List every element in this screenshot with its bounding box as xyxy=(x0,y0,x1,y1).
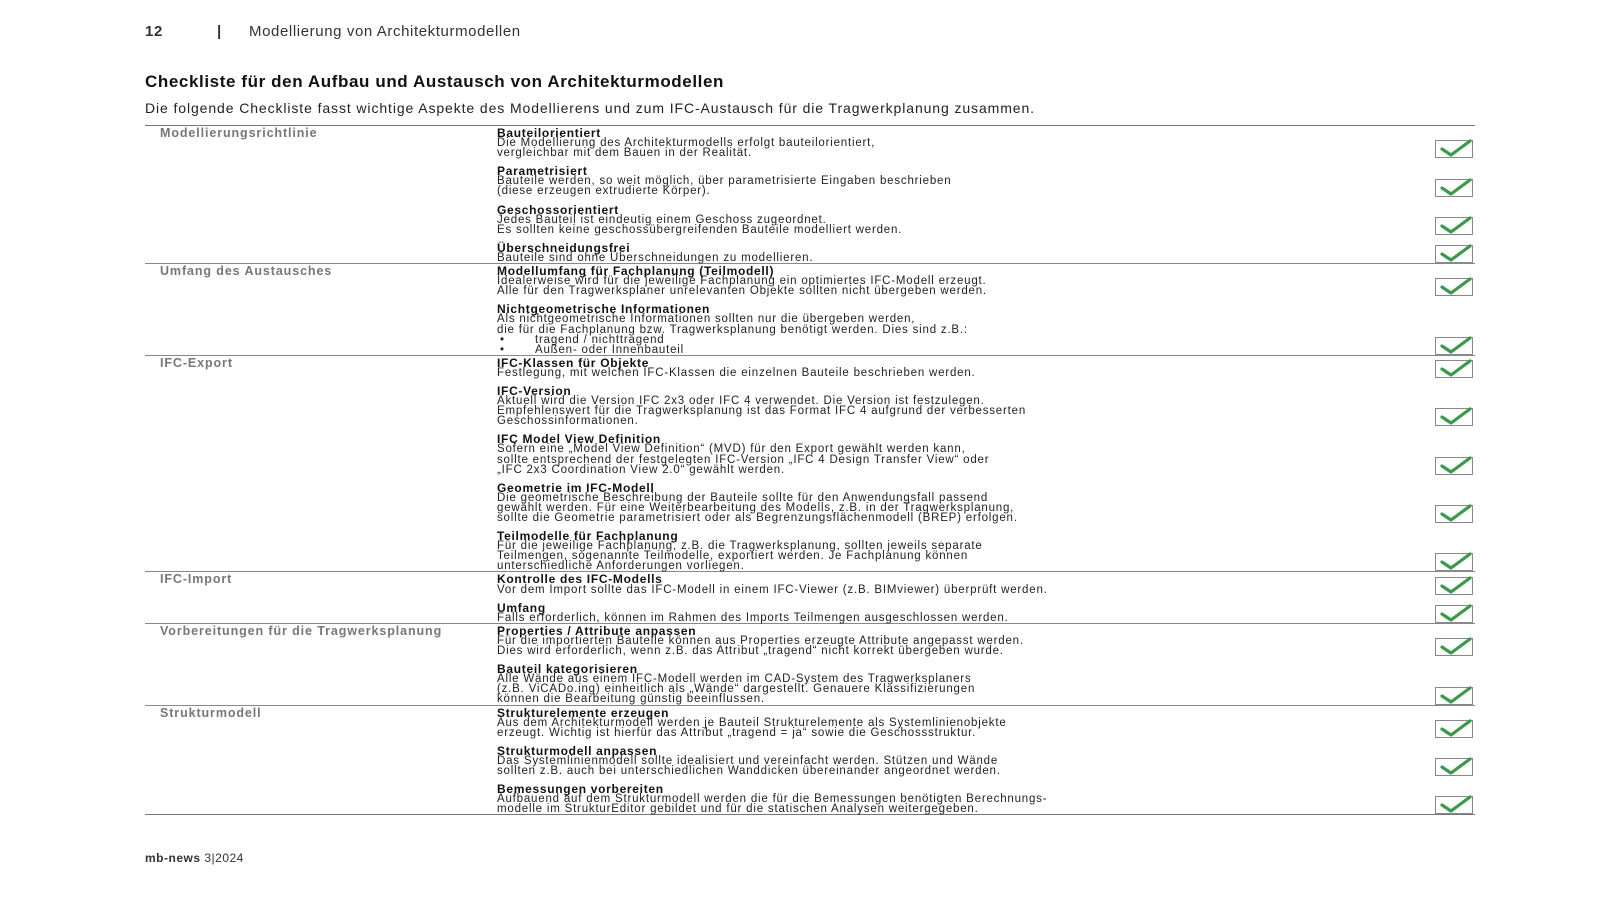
checkbox[interactable] xyxy=(1435,553,1473,571)
checkbox[interactable] xyxy=(1435,245,1473,263)
page-number: 12 xyxy=(145,22,163,40)
checklist-section xyxy=(145,126,1475,263)
check-column xyxy=(1385,164,1475,196)
item-description-line: Alle für den Tragwerksplaner unrelevanten Objekte sollten nicht übergeben werden. xyxy=(497,285,987,298)
item-text xyxy=(497,264,1385,296)
checkbox[interactable] xyxy=(1435,720,1473,738)
item-title: Geometrie im IFC-Modell xyxy=(497,480,655,495)
checkmark-icon xyxy=(1439,718,1473,738)
check-column xyxy=(1385,432,1475,474)
checklist-item xyxy=(497,302,1475,354)
checklist-item xyxy=(497,662,1475,704)
checkbox[interactable] xyxy=(1435,457,1473,475)
item-description-line: Aus dem Architekturmodell werden je Bauteil Strukturelemente als Systemlinienobjekte xyxy=(497,716,1007,729)
item-text xyxy=(497,529,1385,571)
checklist-item xyxy=(497,601,1475,623)
checkmark-icon xyxy=(1439,685,1473,705)
checklist-section xyxy=(145,263,1475,355)
bullet-icon: • xyxy=(500,343,505,356)
item-description-line: Falls erforderlich, können im Rahmen des Imports Teilmengen ausgeschlossen werden. xyxy=(497,611,1009,624)
chapter-title: Modellierung von Architekturmodellen xyxy=(249,22,521,40)
checkbox[interactable] xyxy=(1435,360,1473,378)
section-items xyxy=(497,126,1475,263)
checklist-section xyxy=(145,355,1475,572)
item-text xyxy=(497,302,1385,354)
item-description-line: Empfehlenswert für die Tragwerksplanung ist das Format IFC 4 aufgrund der verbesserten xyxy=(497,405,1027,418)
checkmark-icon xyxy=(1439,335,1473,355)
item-title: Properties / Attribute anpassen xyxy=(497,623,697,638)
item-description-line: (diese erzeugen extrudierte Körper). xyxy=(497,185,711,198)
checkbox[interactable] xyxy=(1435,796,1473,814)
item-text xyxy=(497,706,1385,738)
item-description-line: Geschossinformationen. xyxy=(497,415,639,428)
item-title: IFC-Version xyxy=(497,383,572,398)
item-title: Kontrolle des IFC-Modells xyxy=(497,572,663,587)
item-text xyxy=(497,432,1385,474)
item-description-line: Idealerweise wird für die jeweilige Fachplanung ein optimiertes IFC-Modell erzeugt. xyxy=(497,275,987,288)
checkmark-icon xyxy=(1439,455,1473,475)
item-text xyxy=(497,481,1385,523)
checklist-section xyxy=(145,571,1475,622)
checklist-item xyxy=(497,706,1475,738)
section-items xyxy=(497,356,1475,572)
item-description-line: Für die jeweilige Fachplanung, z.B. die Tragwerksplanung, sollten jeweils separate xyxy=(497,540,983,553)
footer-brand: mb-news xyxy=(145,851,201,865)
item-title: Geschossorientiert xyxy=(497,202,619,217)
item-text xyxy=(497,782,1385,814)
checklist-item xyxy=(497,529,1475,571)
check-column xyxy=(1385,706,1475,738)
item-description-line: Sofern eine „Model View Definition“ (MVD) für den Export gewählt werden kann, xyxy=(497,443,966,456)
item-description-line: unterschiedliche Anforderungen vorliegen. xyxy=(497,560,745,573)
checklist-item xyxy=(497,782,1475,814)
checkmark-icon xyxy=(1439,177,1473,197)
checkbox[interactable] xyxy=(1435,337,1473,355)
check-column xyxy=(1385,302,1475,354)
checkbox[interactable] xyxy=(1435,505,1473,523)
checkmark-icon xyxy=(1439,138,1473,158)
item-description-line: vergleichbar mit dem Bauen in der Realität. xyxy=(497,147,752,160)
item-description-line: Es sollten keine geschossübergreifenden Bauteile modelliert werden. xyxy=(497,223,903,236)
item-description-line: Als nichtgeometrische Informationen sollten nur die übergeben werden, xyxy=(497,313,916,326)
item-title: IFC Model View Definition xyxy=(497,432,661,447)
checkmark-icon xyxy=(1439,243,1473,263)
item-text xyxy=(497,356,1385,378)
item-description-line: können die Bearbeitung günstig beeinflussen. xyxy=(497,693,765,706)
check-column xyxy=(1385,601,1475,623)
checkmark-icon xyxy=(1439,276,1473,296)
checklist-item xyxy=(497,356,1475,378)
section-label: IFC-Export xyxy=(160,355,233,370)
check-column xyxy=(1385,624,1475,656)
checkbox[interactable] xyxy=(1435,605,1473,623)
bullet-icon: • xyxy=(500,333,505,346)
item-description-line: Teilmengen, sogenannte Teilmodelle, exportiert werden. Je Fachplanung können xyxy=(497,550,969,563)
header-separator: | xyxy=(217,22,222,40)
checkmark-icon xyxy=(1439,551,1473,571)
check-column xyxy=(1385,782,1475,814)
checklist-item xyxy=(497,264,1475,296)
item-title: IFC-Klassen für Objekte xyxy=(497,355,650,370)
checkbox[interactable] xyxy=(1435,217,1473,235)
check-column xyxy=(1385,241,1475,263)
checkmark-icon xyxy=(1439,215,1473,235)
check-column xyxy=(1385,481,1475,523)
page-header xyxy=(145,22,521,40)
item-title: Bauteilorientiert xyxy=(497,126,601,140)
checklist-item xyxy=(497,481,1475,523)
checkmark-icon xyxy=(1439,636,1473,656)
item-description-line: Bauteile sind ohne Überschneidungen zu modellieren. xyxy=(497,251,814,264)
item-description-line: sollte entsprechend der festgelegten IFC-Version „IFC 4 Design Transfer View“ oder xyxy=(497,453,990,466)
check-column xyxy=(1385,126,1475,158)
item-title: Umfang xyxy=(497,600,546,615)
item-text xyxy=(497,164,1385,196)
section-label: Umfang des Austausches xyxy=(160,264,333,279)
item-description-line: Alle Wände aus einem IFC-Modell werden im CAD-System des Tragwerksplaners xyxy=(497,673,972,686)
item-description-line: (z.B. ViCADo.ing) einheitlich als „Wände“ dargestellt. Genauere Klassifizierungen xyxy=(497,683,976,696)
checklist-item xyxy=(497,572,1475,594)
checkbox[interactable] xyxy=(1435,408,1473,426)
section-items xyxy=(497,264,1475,355)
checklist-item xyxy=(497,164,1475,196)
item-description-line: Vor dem Import sollte das IFC-Modell in einem IFC-Viewer (z.B. BIMviewer) überprüft werden. xyxy=(497,583,1048,596)
section-label: Modellierungsrichtlinie xyxy=(160,126,318,140)
item-description-line: „IFC 2x3 Coordination View 2.0“ gewählt werden. xyxy=(497,463,785,476)
checklist-item xyxy=(497,384,1475,426)
item-text xyxy=(497,241,1385,263)
item-text xyxy=(497,744,1385,776)
item-text xyxy=(497,572,1385,594)
item-description-line: modelle im StrukturEditor gebildet und für die statischen Analysen weitergegeben. xyxy=(497,803,979,816)
item-description-line: sollten z.B. auch bei unterschiedlichen Wanddicken übereinander angeordnet werden. xyxy=(497,764,1001,777)
check-column xyxy=(1385,264,1475,296)
checkmark-icon xyxy=(1439,503,1473,523)
section-label: Strukturmodell xyxy=(160,705,262,720)
checklist-item xyxy=(497,624,1475,656)
item-text xyxy=(497,662,1385,704)
checkbox[interactable] xyxy=(1435,140,1473,158)
item-title: Bemessungen vorbereiten xyxy=(497,782,664,797)
item-text xyxy=(497,126,1385,158)
section-items xyxy=(497,624,1475,705)
check-column xyxy=(1385,356,1475,378)
item-title: Parametrisiert xyxy=(497,164,588,179)
checklist-intro: Die folgende Checkliste fasst wichtige Aspekte des Modellierens und zum IFC-Austausch für die Tragwerkplanung zusammen. xyxy=(145,100,1035,116)
item-title: Überschneidungsfrei xyxy=(497,240,631,255)
item-text xyxy=(497,203,1385,235)
check-column xyxy=(1385,572,1475,594)
item-title: Bauteil kategorisieren xyxy=(497,662,638,677)
checkmark-icon xyxy=(1439,358,1473,378)
item-description-line: Das Systemlinienmodell sollte idealisiert und vereinfacht werden. Stützen und Wände xyxy=(497,754,999,767)
bullet-item xyxy=(497,345,1385,355)
footer-issue: 3|2024 xyxy=(204,851,244,865)
checkbox[interactable] xyxy=(1435,758,1473,776)
checkbox[interactable] xyxy=(1435,179,1473,197)
section-label: IFC-Import xyxy=(160,572,233,587)
checkmark-icon xyxy=(1439,603,1473,623)
section-items xyxy=(497,706,1475,815)
item-description-line: Für die importierten Bauteile können aus Properties erzeugte Attribute angepasst werden. xyxy=(497,634,1024,647)
item-title: Strukturmodell anpassen xyxy=(497,743,658,758)
item-description-line: Dies wird erforderlich, wenn z.B. das Attribut „tragend“ nicht korrekt übergeben wurde. xyxy=(497,645,1004,658)
item-description-line: sollte die Geometrie parametrisiert oder als Begrenzungsflächenmodell (BREP) erfolgen. xyxy=(497,512,1018,524)
checklist-item xyxy=(497,432,1475,474)
check-column xyxy=(1385,744,1475,776)
checklist-item xyxy=(497,241,1475,263)
item-description-line: erzeugt. Wichtig ist hierfür das Attribut „tragend = ja“ sowie die Geschossstruktur. xyxy=(497,726,977,739)
bullet-text: tragend / nichttragend xyxy=(535,333,665,346)
item-text xyxy=(497,384,1385,426)
item-title: Nichtgeometrische Informationen xyxy=(497,302,711,317)
section-label: Vorbereitungen für die Tragwerksplanung xyxy=(160,623,443,638)
item-description-line: Jedes Bauteil ist eindeutig einem Geschoss zugeordnet. xyxy=(497,213,827,226)
checklist-item xyxy=(497,744,1475,776)
item-description-line: Festlegung, mit welchen IFC-Klassen die einzelnen Bauteile beschrieben werden. xyxy=(497,366,976,379)
item-title: Modellumfang für Fachplanung (Teilmodell) xyxy=(497,264,775,279)
item-description-line: Aktuell wird die Version IFC 2x3 oder IFC 4 verwendet. Die Version ist festzulegen. xyxy=(497,395,985,408)
item-description-line: Bauteile werden, so weit möglich, über parametrisierte Eingaben beschrieben xyxy=(497,175,952,188)
item-description-line: Aufbauend auf dem Strukturmodell werden die für die Bemessungen benötigten Berechnungs- xyxy=(497,793,1048,806)
section-items xyxy=(497,572,1475,622)
item-title: Strukturelemente erzeugen xyxy=(497,705,670,720)
checklist-title: Checkliste für den Aufbau und Austausch von Architekturmodellen xyxy=(145,72,725,91)
item-description-line: die für die Fachplanung bzw. Tragwerksplanung benötigt werden. Dies sind z.B.: xyxy=(497,323,968,336)
checkbox[interactable] xyxy=(1435,687,1473,705)
checkbox[interactable] xyxy=(1435,638,1473,656)
check-column xyxy=(1385,529,1475,571)
item-title: Teilmodelle für Fachplanung xyxy=(497,529,679,544)
checkmark-icon xyxy=(1439,406,1473,426)
item-text xyxy=(497,601,1385,623)
item-text xyxy=(497,624,1385,656)
checklist-table xyxy=(145,125,1475,815)
checkbox[interactable] xyxy=(1435,278,1473,296)
checkmark-icon xyxy=(1439,794,1473,814)
checklist-item xyxy=(497,203,1475,235)
checkbox[interactable] xyxy=(1435,577,1473,595)
item-description-line: gewählt werden. Für eine Weiterbearbeitung des Modells, z.B. in der Tragwerksplanung, xyxy=(497,501,1015,514)
checklist-section xyxy=(145,705,1475,815)
check-column xyxy=(1385,662,1475,704)
page-footer xyxy=(145,851,244,865)
checklist-item xyxy=(497,126,1475,158)
bullet-text: Außen- oder Innenbauteil xyxy=(535,343,684,356)
check-column xyxy=(1385,203,1475,235)
checkmark-icon xyxy=(1439,756,1473,776)
check-column xyxy=(1385,384,1475,426)
checklist-section xyxy=(145,623,1475,705)
checkmark-icon xyxy=(1439,575,1473,595)
item-description-line: Die Modellierung des Architekturmodells erfolgt bauteilorientiert, xyxy=(497,137,876,150)
item-description-line: Die geometrische Beschreibung der Bauteile sollte für den Anwendungsfall passend xyxy=(497,491,989,504)
